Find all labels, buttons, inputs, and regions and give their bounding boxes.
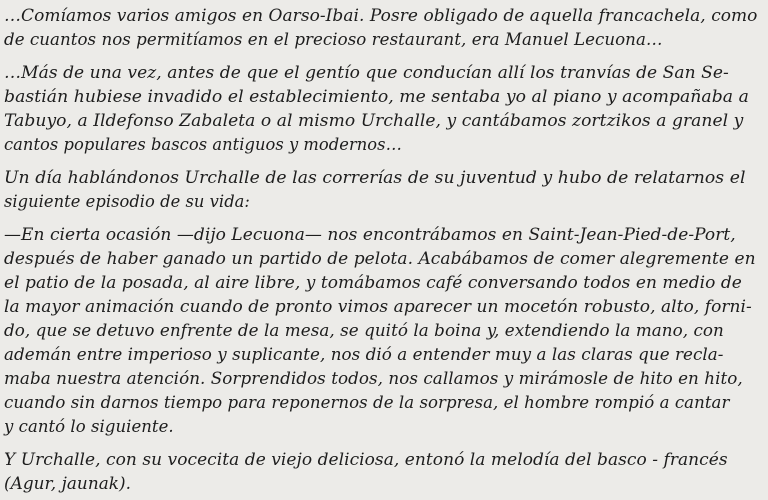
text-line: siguiente episodio de su vida: <box>4 192 250 212</box>
text-line: do, que se detuvo enfrente de la mesa, se quitó la boina y, extendiendo la mano, con <box>4 321 724 341</box>
text-line: y cantó lo siguiente. <box>4 417 174 437</box>
text-line: (Agur, jaunak). <box>4 474 132 494</box>
text-line: cuando sin darnos tiempo para reponernos de la sorpresa, el hombre rompió a cantar <box>4 393 730 413</box>
text-line: cantos populares bascos antiguos y modernos… <box>4 135 402 155</box>
text-line: la mayor animación cuando de pronto vimos aparecer un mocetón robusto, alto, forni- <box>4 297 752 317</box>
text-line: Y Urchalle, con su vocecita de viejo deliciosa, entonó la melodía del basco - francés <box>4 450 728 470</box>
text-line: el patio de la posada, al aire libre, y tomábamos café conversando todos en medio de <box>4 273 742 293</box>
text-line: de cuantos nos permitíamos en el precioso restaurant, era Manuel Lecuona… <box>4 30 663 50</box>
paragraph-ending <box>4 448 768 496</box>
paragraph-story-intro <box>4 166 768 214</box>
text-line: Un día hablándonos Urchalle de las correrías de su juventud y hubo de relatarnos el <box>4 168 746 188</box>
text-line: ademán entre imperioso y suplicante, nos dió a entender muy a las claras que recla- <box>4 345 724 365</box>
text-line: después de haber ganado un partido de pelota. Acabábamos de comer alegremente en <box>4 249 756 269</box>
text-line: Tabuyo, a Ildefonso Zabaleta o al mismo Urchalle, y cantábamos zortzikos a granel y <box>4 111 744 131</box>
text-line: bastián hubiese invadido el establecimiento, me sentaba yo al piano y acompañaba a <box>4 87 749 107</box>
text-line: …Más de una vez, antes de que el gentío que conducían allí los tranvías de San Se- <box>4 63 729 83</box>
paragraph-intro <box>4 4 768 52</box>
text-line: …Comíamos varios amigos en Oarso-Ibai. Posre obligado de aquella francachela, como <box>4 6 758 26</box>
paragraph-piano <box>4 61 768 157</box>
text-line: —En cierta ocasión —dijo Lecuona— nos encontrábamos en Saint-Jean-Pied-de-Port, <box>4 225 736 245</box>
paragraph-quote <box>4 223 768 439</box>
text-line: maba nuestra atención. Sorprendidos todos, nos callamos y mirámosle de hito en hito, <box>4 369 743 389</box>
